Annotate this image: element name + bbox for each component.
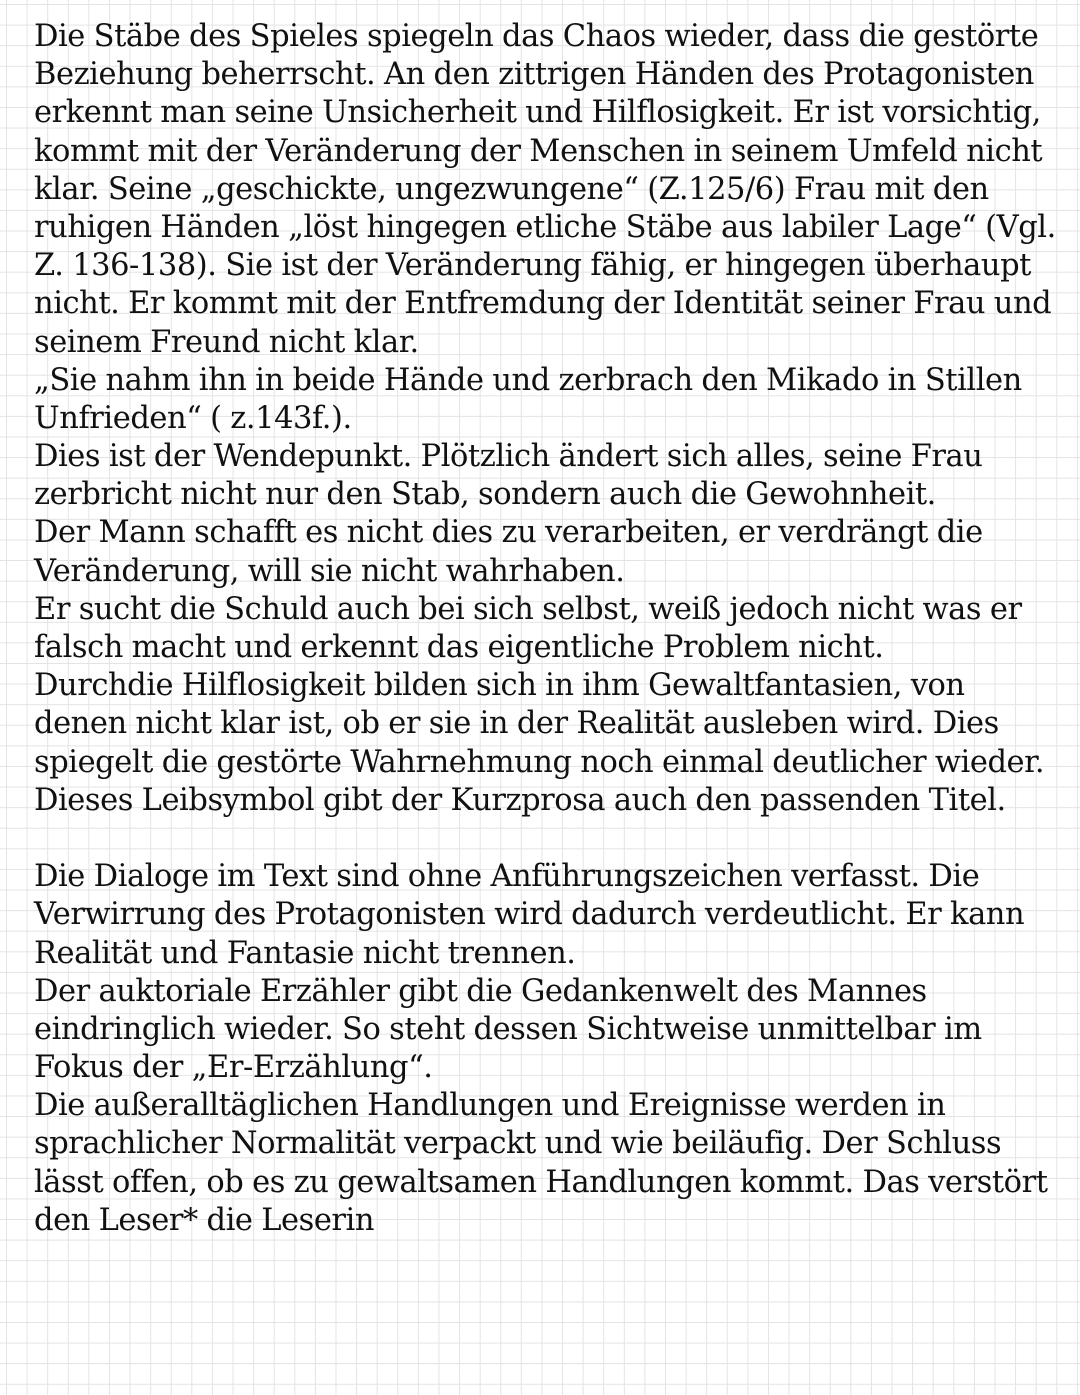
text-line: Verwirrung des Protagonisten wird dadurch verdeutlicht. Er kann bbox=[34, 897, 1025, 933]
text-line: Dies ist der Wendepunkt. Plötzlich ändert sich alles, seine Frau bbox=[34, 439, 983, 475]
quote-line: Unfrieden“ ( z.143f.). bbox=[34, 400, 352, 436]
text-line: Beziehung beherrscht. An den zittrigen Händen des Protagonisten bbox=[34, 57, 1034, 93]
text-line: Die Stäbe des Spieles spiegeln das Chaos wieder, dass die gestörte bbox=[34, 19, 1039, 54]
text-line: den Leser* die Leserin bbox=[34, 1202, 375, 1238]
quote-line: „Sie nahm ihn in beide Hände und zerbrach den Mikado in Stillen bbox=[34, 362, 1022, 398]
paragraph-spacer bbox=[34, 820, 1070, 858]
text-line: Der auktoriale Erzähler gibt die Gedankenwelt des Mannes bbox=[34, 973, 927, 1009]
text-line: ruhigen Händen „löst hingegen etliche Stäbe aus labiler Lage“ (Vgl. bbox=[34, 209, 1056, 245]
text-line: Er sucht die Schuld auch bei sich selbst, weiß jedoch nicht was er bbox=[34, 591, 1022, 627]
text-line: lässt offen, ob es zu gewaltsamen Handlungen kommt. Das verstört bbox=[34, 1164, 1048, 1200]
text-line: Dieses Leibsymbol gibt der Kurzprosa auch den passenden Titel. bbox=[34, 782, 1006, 818]
paragraph-analysis-2 bbox=[34, 858, 1070, 1240]
text-line: sprachlicher Normalität verpackt und wie beiläufig. Der Schluss bbox=[34, 1126, 1002, 1162]
text-line: eindringlich wieder. So steht dessen Sichtweise unmittelbar im bbox=[34, 1011, 982, 1047]
text-line: Die außeralltäglichen Handlungen und Ereignisse werden in bbox=[34, 1088, 946, 1124]
text-line: Realität und Fantasie nicht trennen. bbox=[34, 935, 576, 971]
text-line: nicht. Er kommt mit der Entfremdung der Identität seiner Frau und bbox=[34, 286, 1052, 322]
text-line: seinem Freund nicht klar. bbox=[34, 324, 419, 360]
text-line: zerbricht nicht nur den Stab, sondern auch die Gewohnheit. bbox=[34, 477, 936, 513]
text-line: spiegelt die gestörte Wahrnehmung noch einmal deutlicher wieder. bbox=[34, 744, 1045, 780]
text-line: Der Mann schafft es nicht dies zu verarbeiten, er verdrängt die bbox=[34, 515, 983, 551]
document-body bbox=[34, 18, 1070, 1240]
text-line: Die Dialoge im Text sind ohne Anführungszeichen verfasst. Die bbox=[34, 859, 980, 895]
text-line: denen nicht klar ist, ob er sie in der Realität ausleben wird. Dies bbox=[34, 706, 999, 742]
text-line: erkennt man seine Unsicherheit und Hilflosigkeit. Er ist vorsichtig, bbox=[34, 95, 1041, 131]
text-line: klar. Seine „geschickte, ungezwungene“ (Z.125/6) Frau mit den bbox=[34, 171, 989, 207]
paragraph-analysis-1 bbox=[34, 18, 1070, 820]
text-line: kommt mit der Veränderung der Menschen in seinem Umfeld nicht bbox=[34, 133, 1043, 169]
text-line: Z. 136-138). Sie ist der Veränderung fähig, er hingegen überhaupt bbox=[34, 248, 1031, 284]
text-line: Fokus der „Er-Erzählung“. bbox=[34, 1050, 433, 1086]
text-line: falsch macht und erkennt das eigentliche Problem nicht. bbox=[34, 630, 884, 665]
text-line: Veränderung, will sie nicht wahrhaben. bbox=[34, 553, 625, 589]
text-line: Durchdie Hilflosigkeit bilden sich in ihm Gewaltfantasien, von bbox=[34, 668, 965, 704]
